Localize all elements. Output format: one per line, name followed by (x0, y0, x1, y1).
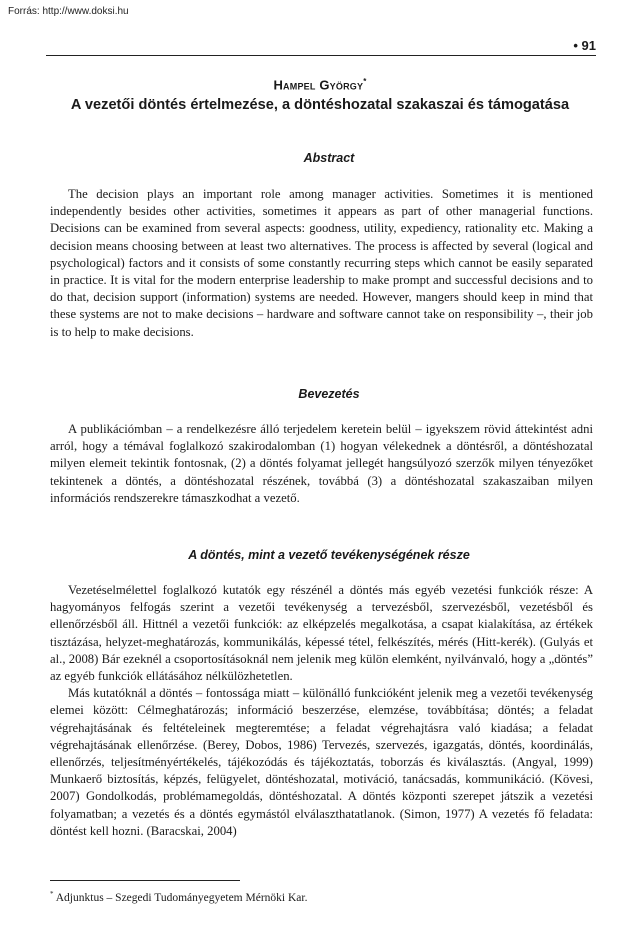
section-paragraph-1: Vezetéselmélettel foglalkozó kutatók egy részénél a döntés más egyéb vezetési funkciók része: A hagyományos felfogás szerint a vezetői tevékenység a tervezésből, szervezésből, vezetésből és ellenőrzésből áll. Hittnél a vezetői funkciók: az elképzelés megalkotása, a csapat kialakítása, az értékek tisztázása, helyzet-meghatározás, kommunikálás, képessé tétel, felkészítés, mérés (Hitt-kerék). (Gulyás et al., 2008) Bár ezeknél a csoportosításoknál nem jelenik meg külön elemként, nyilvánvaló, hogy a „döntés” az egyéb funkciók ellátásához nélkülözhetetlen. (50, 583, 593, 684)
paper-title: A vezetői döntés értelmezése, a döntéshozatal szakaszai és támogatása (70, 97, 570, 113)
page-number: • 91 (573, 38, 596, 53)
abstract-body (50, 186, 593, 341)
footnote-rule (50, 880, 240, 881)
section-heading: A döntés, mint a vezető tevékenységének része (188, 548, 470, 562)
section-body (50, 582, 593, 840)
abstract-paragraph: The decision plays an important role among manager activities. Sometimes it is mentioned independently besides other activities, sometimes it appears as part of other managerial functions. Decisions can be examined from several aspects: goodness, utility, expediency, rationality etc. Making a decision means choosing between at least two alternatives. The process is affected by several (logical and psychological) factors and it consists of some constantly recurring steps which cannot be easily separated in practice. It is vital for the modern enterprise leadership to make prompt and successful decisions and to do that, decision support (information) systems are needed. However, mangers should keep in mind that these systems are not to make decisions – hardware and software cannot take on responsibility –, their job is to help to make decisions. (50, 187, 593, 339)
abstract-heading: Abstract (303, 151, 355, 165)
author-name (0, 77, 640, 92)
introduction-heading: Bevezetés (298, 387, 360, 401)
author-footnote-marker: * (363, 77, 367, 86)
source-label: Forrás: http://www.doksi.hu (8, 6, 129, 17)
footnote-text: Adjunktus – Szegedi Tudományegyetem Mérnöki Kar. (55, 891, 308, 904)
header-rule (46, 55, 596, 56)
footnote-marker: * (50, 890, 54, 898)
author-name-text: Hampel György (273, 77, 364, 93)
introduction-body (50, 421, 593, 507)
section-paragraph-2: Más kutatóknál a döntés – fontossága miatt – különálló funkcióként jelenik meg a vezetői tevékenység elemei között: Célmeghatározás; információ beszerzése, elemzése, továbbítása; döntés; a feladat végrehajtásának és feltételeinek megteremtése; a feladat végrehajtásra való kiadása; a feladat végrehajtásának ellenőrzése. (Berey, Dobos, 1986) Tervezés, szervezés, igazgatás, döntés, koordinálás, ellenőrzés, teljesítményértékelés, tájékozódás és tájékoztatás, toborzás és kiválasztás. (Angyal, 1999) Munkaerő biztosítás, képzés, felügyelet, döntéshozatal, motiváció, tanácsadás, kommunikáció. (Kövesi, 2007) Gondolkodás, problémamegoldás, döntéshozatal. A döntés központi szerepet játszik a vezetési folyamatban; a vezetés és a döntés egymástól elválaszthatatlanok. (Simon, 1977) A vezetés fő feladata: döntést kell hozni. (Baracskai, 2004) (50, 686, 593, 838)
footnote (50, 890, 307, 904)
introduction-paragraph: A publikációmban – a rendelkezésre álló terjedelem keretein belül – igyekszem rövid áttekintést adni arról, hogy a témával foglalkozó szakirodalomban (1) hogyan vélekednek a döntésről, a döntéshozatal milyen elemeit tekintik fontosnak, (2) a döntés folyamat jellegét hangsúlyozó szerzők milyen tényezőket tekintenek a döntés, a döntéshozatal részének, továbbá (3) a döntéshozatal szakaszaiban milyen információs rendszerekre támaszkodhat a vezető. (50, 422, 593, 505)
